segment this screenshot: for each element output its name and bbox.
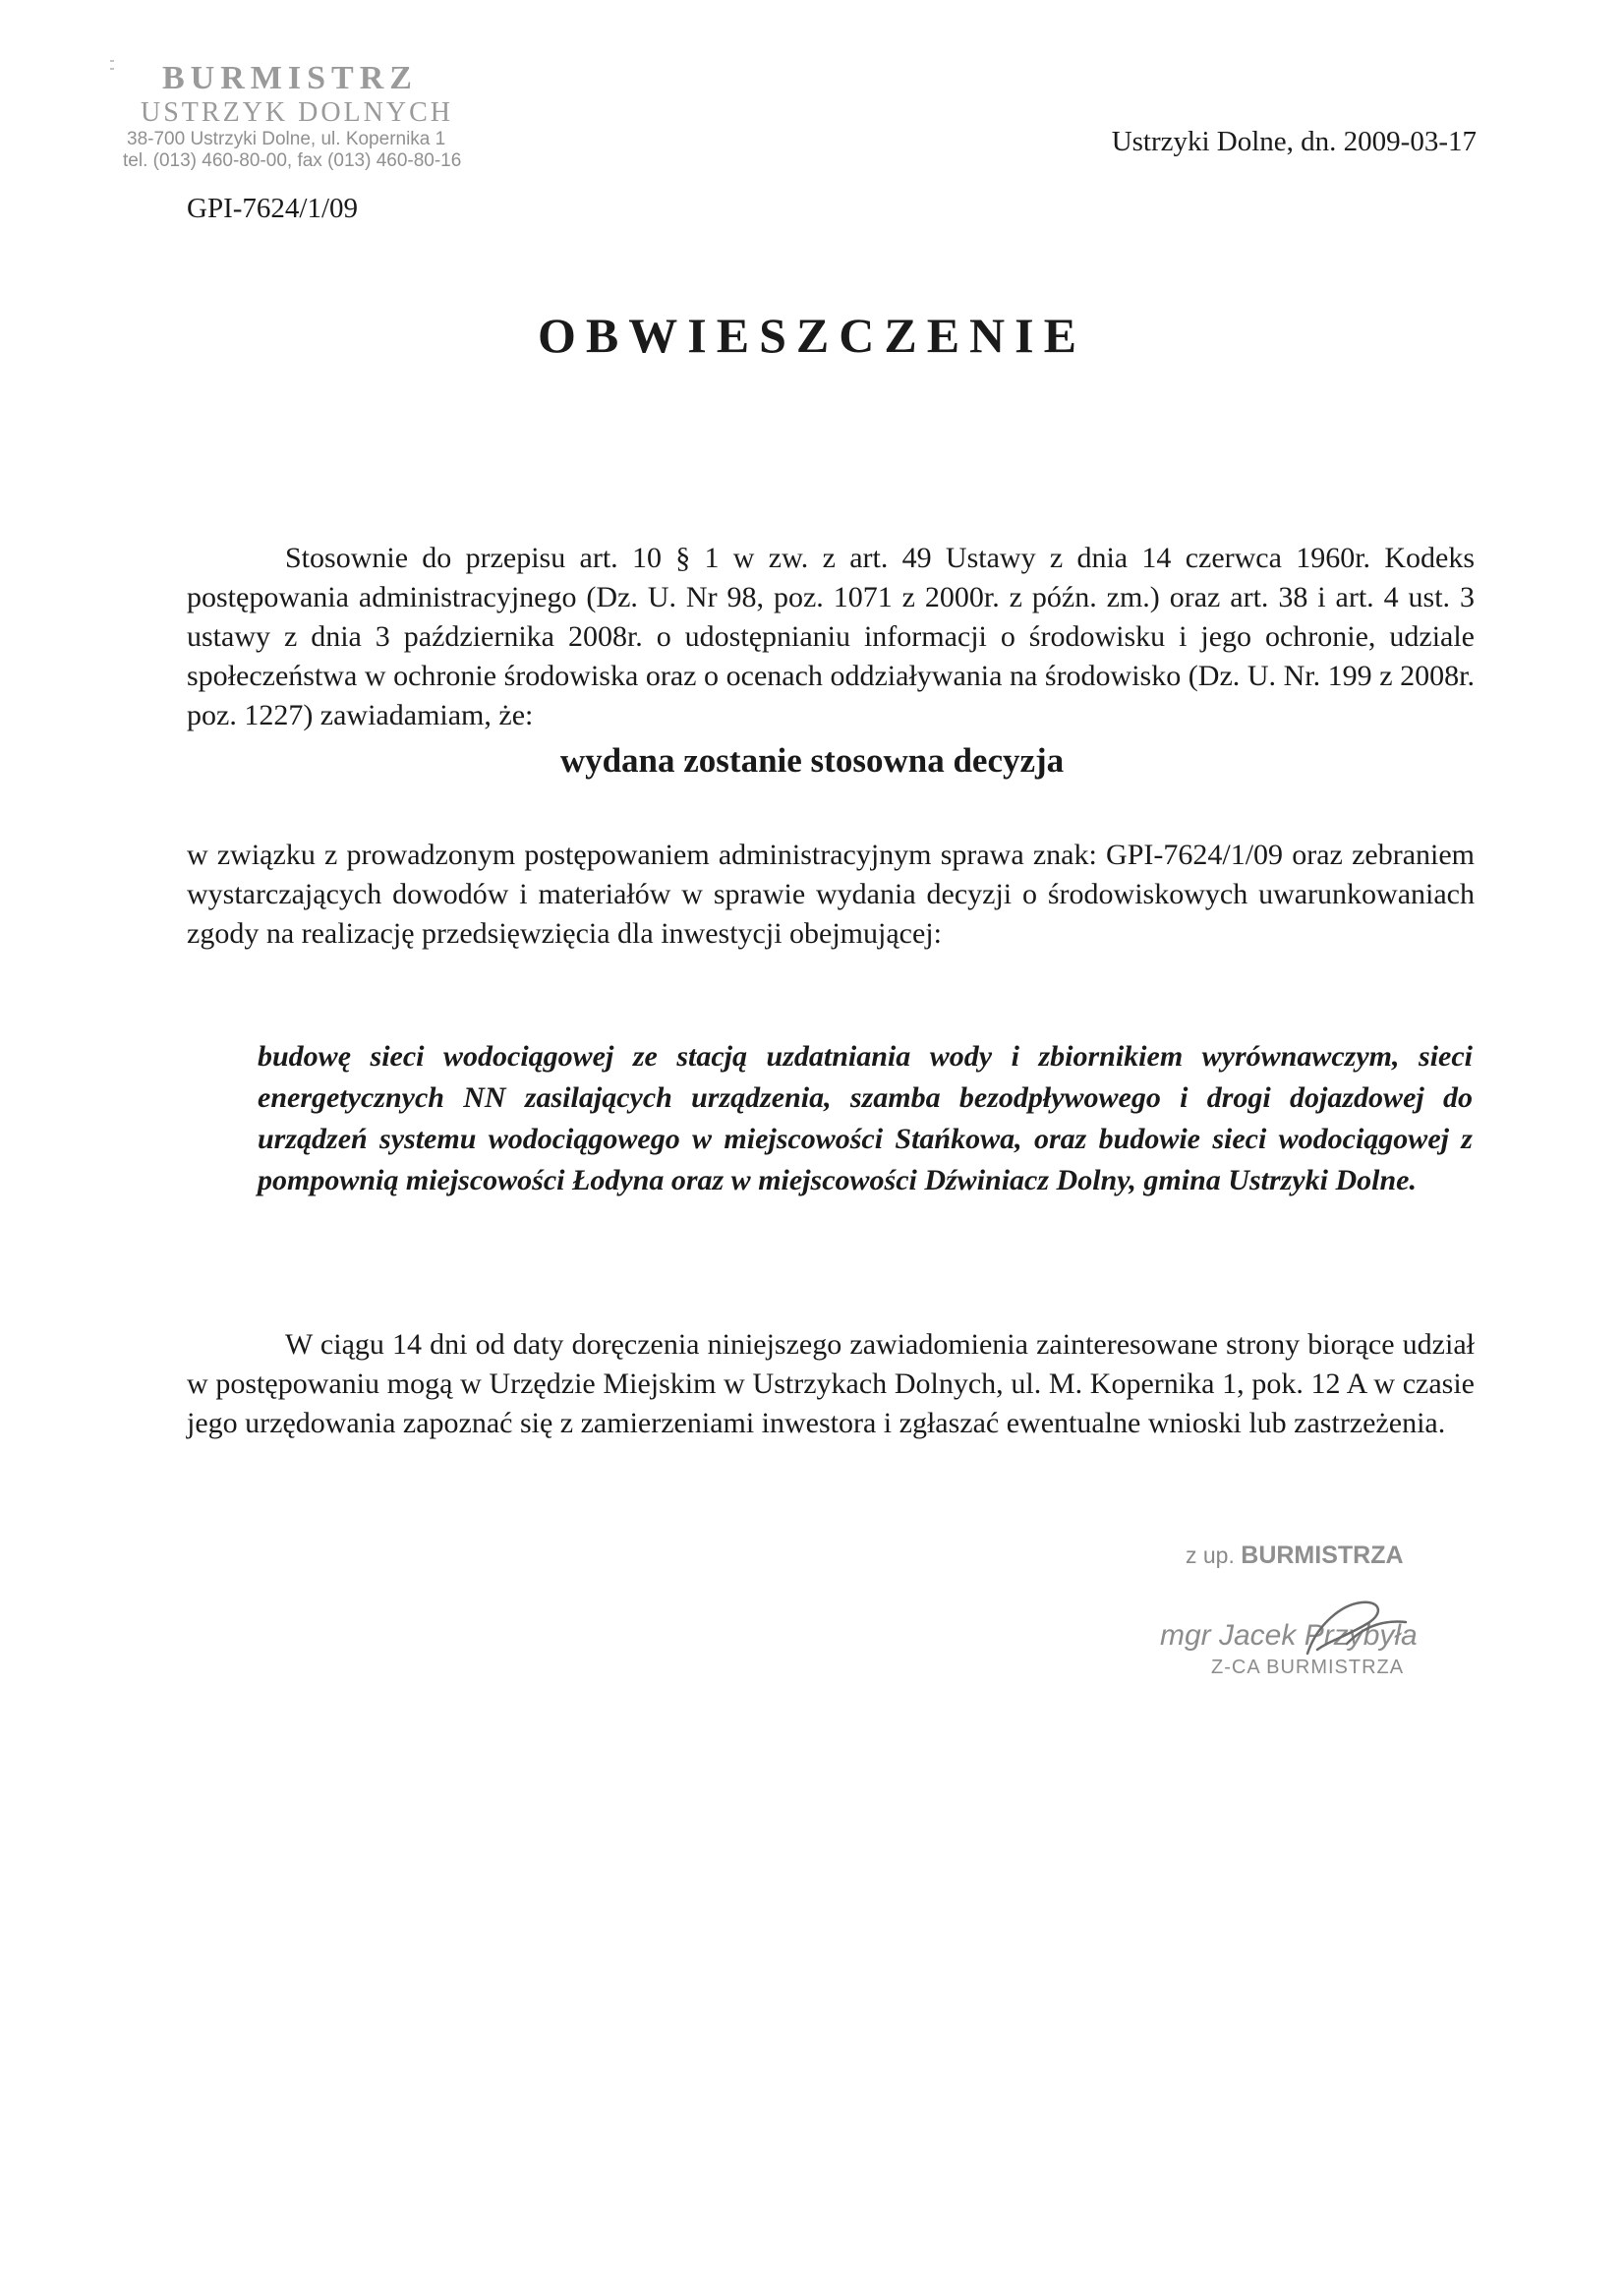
- stamp-subtitle: USTRZYK DOLNYCH: [141, 97, 453, 129]
- signatory-role: Z-CA BURMISTRZA: [1211, 1657, 1405, 1678]
- scan-mark-icon: [108, 59, 116, 79]
- signature-block: [1160, 1542, 1514, 1679]
- notice-paragraph: W ciągu 14 dni od daty doręczenia niniejszego zawiadomienia zainteresowane strony biorące udział w postępowaniu mogą w Urzędzie Miejskim w Ustrzykach Dolnych, ul. M. Kopernika 1, pok. 12 A w czasie jego urzędowania zapoznać się z zamierzeniami inwestora i zgłaszać ewentualne wnioski lub zastrzeżenia.: [187, 1328, 1475, 1439]
- document-title: OBWIESZCZENIE: [538, 308, 1086, 363]
- context-paragraph: w związku z prowadzonym postępowaniem administracyjnym sprawa znak: GPI-7624/1/09 oraz zebraniem wystarczających dowodów i materiałów w sprawie wydania decyzji o środowiskowych uwarunkowaniach zgody na realizację przedsięwzięcia dla inwestycji obejmującej:: [187, 839, 1475, 950]
- signatory-name: mgr Jacek Przybyła: [1160, 1619, 1418, 1652]
- signature-prefix: z up.: [1186, 1542, 1235, 1568]
- stamp-title: BURMISTRZ: [162, 60, 418, 96]
- intro-paragraph: Stosownie do przepisu art. 10 § 1 w zw. z art. 49 Ustawy z dnia 14 czerwca 1960r. Kodeks postępowania administracyjnego (Dz. U. Nr 98, poz. 1071 z 2000r. z późn. zm.) oraz art. 38 i art. 4 ust. 3 ustawy z dnia 3 października 2008r. o udostępnianiu informacji o środowisku i jego ochronie, udziale społeczeństwa w ochronie środowiska oraz o ocenach oddziaływania na środowisko (Dz. U. Nr. 199 z 2008r. poz. 1227) zawiadamiam, że:: [187, 542, 1475, 731]
- office-stamp: [123, 59, 536, 172]
- place-date: Ustrzyki Dolne, dn. 2009-03-17: [1111, 126, 1477, 157]
- stamp-address: 38-700 Ustrzyki Dolne, ul. Kopernika 1: [127, 129, 446, 150]
- reference-number: GPI-7624/1/09: [187, 193, 358, 224]
- signature-authority: BURMISTRZA: [1241, 1542, 1404, 1569]
- signature-authority-line: [1160, 1542, 1514, 1570]
- decision-heading: wydana zostanie stosowna decyzja: [559, 741, 1065, 780]
- project-description: budowę sieci wodociągowej ze stacją uzdatniania wody i zbiornikiem wyrównawczym, sieci energetycznych NN zasilających urządzenia, szamba bezodpływowego i drogi dojazdowej do urządzeń systemu wodociągowego w miejscowości Stańkowa, oraz budowie sieci wodociągowej z pompownią miejscowości Łodyna oraz w miejscowości Dźwiniacz Dolny, gmina Ustrzyki Dolne.: [258, 1040, 1473, 1196]
- handwritten-signature-icon: [1288, 1585, 1425, 1673]
- stamp-phone: tel. (013) 460-80-00, fax (013) 460-80-16: [123, 150, 462, 172]
